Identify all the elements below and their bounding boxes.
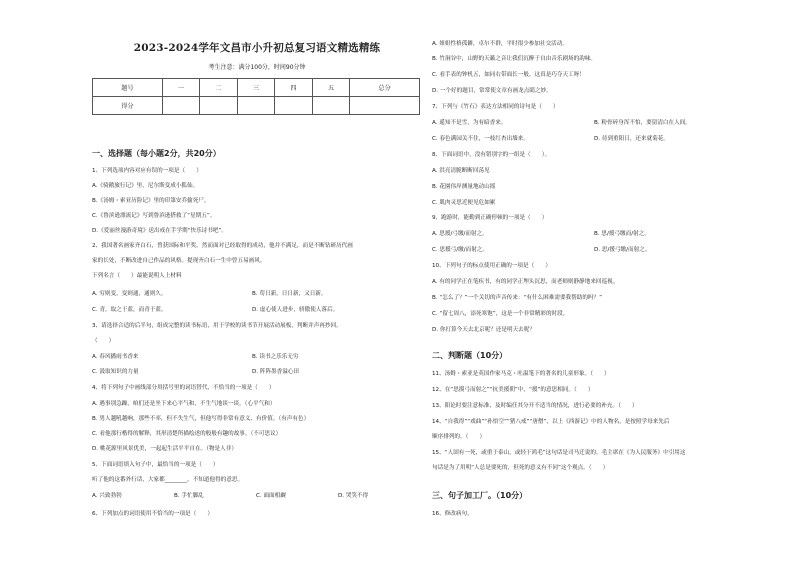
- score-input-cell[interactable]: [350, 97, 420, 115]
- option-text: A. 遇事别急躁，咱们还是坐下来心平气和，不生气地谈一谈。（心平气和）: [92, 401, 276, 407]
- option-row: [432, 246, 650, 254]
- question-text: 16、修改病句。: [432, 511, 473, 517]
- option-text: B. “怎么了？”一个关切的声音传来：“有什么困难需要我帮助的吗？”: [432, 295, 603, 301]
- option-text: A. 兴致勃勃: [92, 493, 122, 499]
- option-text: C. 面面相觑: [256, 493, 286, 499]
- option-text: B. 思/援弓缴而/射之。: [594, 231, 650, 237]
- question-text: 下列名言（ ）最能说明人上材料: [92, 273, 182, 279]
- score-cell: 五: [312, 79, 349, 97]
- question-text: 9、跑游时，能勤到正确停顿的一项是（ ）: [432, 215, 548, 221]
- option-row: [92, 290, 327, 298]
- option-text: A. 穷则变，变则通，通则久。: [92, 291, 167, 297]
- section-heading: 三、句子加工厂。（10分）: [432, 491, 528, 500]
- option-text: B. 花園伟岸测量地动山摇: [432, 184, 496, 190]
- question-text: 5、下面词语填入句子中，最恰当的一项是（ ）: [92, 462, 219, 468]
- question-text: 4、将下列句子中画线部分用括号里的词语替代，不恰当的一项是（ ）: [92, 385, 275, 391]
- option-text: D. 桃花源里风景优美，一起起生活平平自在。（物是人非）: [92, 446, 237, 452]
- option-text: C. “留七周八，添死寒饱”，这是一个非常精彩的时段。: [432, 311, 569, 317]
- option-row: [92, 368, 299, 376]
- option-text: B. 读书之乐乐无穷: [252, 354, 299, 360]
- option-text: D. 哭笑不得: [338, 493, 369, 499]
- option-row: [92, 353, 299, 361]
- option-text: C. 春色满园关不住，一枝红杏出墙来。: [432, 136, 529, 142]
- option-text: B. 男人越吼越响，那些不率，但不失生气，但他写得非常有意义、有价值。（有声有色）: [92, 416, 310, 422]
- option-text: A. 春风播雨书香来: [92, 354, 139, 360]
- option-text: A. 有的同学正在笔疾书，有的同学正埋头沉思，而老师则静静地来回巡视。: [432, 279, 619, 285]
- question-text: 7、下列与《竹石》表达方法相同的诗句是（ ）: [432, 104, 559, 110]
- option-row: [92, 306, 338, 314]
- option-text: A.《骑鹅旅行记》里，尼尔斯变成小狐仙。: [92, 183, 199, 189]
- option-row: [432, 119, 691, 127]
- option-text: C. 思援弓/缴/而射之。: [432, 247, 488, 253]
- score-input-cell[interactable]: [275, 97, 312, 115]
- question-text: 12、在“思摸弓而射之”“抗美援朝”中，“援”的意思相同。（ ）: [432, 387, 594, 393]
- score-input-cell[interactable]: [312, 97, 349, 115]
- option-text: A. 姐姐性格孤僻，卓尔不群，平时很少参加社交活动。: [432, 41, 568, 47]
- question-text: 10、下列句子的标点使用正确的一项是（ ）: [432, 263, 551, 269]
- option-text: D. 阵阵墨香溢心田: [252, 369, 300, 375]
- option-text: B.《汤姆・索亚历险记》里的印第安乔偷死尸。: [92, 198, 210, 204]
- score-table: [92, 78, 420, 115]
- option-text: B. 竹涧谷中，山野的天籁之音让我们沉醉于自由音乐剧场的韵味。: [432, 56, 597, 62]
- question-text: 1、下列选项内容对应有误的一项是（ ）: [92, 168, 202, 174]
- question-text: （ ）: [92, 338, 115, 344]
- option-text: C. 肌肉灵思近便见危如累: [432, 200, 496, 206]
- option-text: C.《鲁滨逊漂流记》写到鲁滨逊搭救了“星期五”。: [92, 213, 216, 219]
- question-text: 2、我国著名画家齐白石，曾获国际和平奖。然而面对已经取得的成功，他并不满足，而是不断钻研历代画: [92, 243, 353, 249]
- option-text: D.《爱丽丝漫游奇境》送出戒在手学期“快乐诗书吧”。: [92, 228, 227, 234]
- option-text: D. 思/援弓缴/而射之。: [594, 247, 651, 253]
- option-text: C. 青，取之于蓝，而青于蓝。: [92, 307, 167, 313]
- score-input-cell[interactable]: [200, 97, 237, 115]
- score-cell: 二: [200, 79, 237, 97]
- score-cell: 题号: [93, 79, 163, 97]
- question-text: 家的长处，不断改进自己作品的风格。提现齐白石一生中曾五易画风。: [92, 258, 266, 264]
- section-heading: 二、判断题（10分）: [432, 351, 508, 360]
- exam-title: 2023-2024学年文昌市小升初总复习语文精选精练: [133, 42, 381, 54]
- option-text: A. 洪亮清脆断断回荡见: [432, 168, 490, 174]
- question-text: 3、请选择合适的后半句，组成完整的读书标语，用于学校的读书节开展活动展板，判断并声再抄回。: [92, 323, 342, 329]
- option-text: A. 遥知不是雪，为有暗香来。: [432, 120, 507, 126]
- question-text: 15、“人固有一死，或重于泰山，或轻于鸿毛”这句话是司马迁说的。毛主席在《为人民服务》中引用这: [432, 450, 686, 456]
- question-text: 11、汤姆・索亚是英国作家马克・吐温笔下的著名的儿童形象。（ ）: [432, 371, 610, 377]
- option-text: C. 汲取知识的力量: [92, 369, 139, 375]
- score-cell: 得分: [93, 97, 163, 115]
- option-text: B. 苟日新，日日新，又日新。: [252, 291, 327, 297]
- option-text: D. 你打算今天去北京呢？还是明天去呢？: [432, 327, 535, 333]
- section-heading: 一、选择题（每小题2分，共20分）: [92, 149, 221, 158]
- score-table-score-row: [93, 97, 420, 115]
- option-text: C. 看他那行楷得的解释，其形清楚所描绘述的般般有趣的故事。（不可思议）: [92, 431, 282, 437]
- option-row: [432, 230, 650, 238]
- score-cell: 总分: [350, 79, 420, 97]
- question-text: 听了他的这番外行话，大家都________，不知道他得的意思。: [92, 477, 244, 483]
- question-text: 6、下列加点的词语使用不恰当的一项是（ ）: [92, 511, 214, 517]
- exam-notice: 考生注意：满分100分，时间90分钟: [208, 64, 306, 71]
- option-text: D. 虚心使人进步，骄傲使人落后。: [252, 307, 339, 313]
- option-text: B. 粉骨碎身浑不怕，要留清白在人间。: [594, 120, 691, 126]
- option-text: A. 思援/弓缴/而射之。: [432, 231, 488, 237]
- question-text: 13、阳论时要注意标准，及时编任其分开不适当的情况，进行必要的补充。（ ）: [432, 403, 638, 409]
- option-row: [92, 492, 368, 500]
- option-text: D. 待到重阳日，还来就菊花。: [594, 136, 669, 142]
- option-text: C. 看手表的钟机五，如同右带面长一般，这真是巧夺天工呀！: [432, 72, 585, 78]
- question-text: 句话是为了用明“人总是要死的，但死的意义有不同”这个观点。（ ）: [432, 465, 609, 471]
- score-cell: 三: [237, 79, 274, 97]
- option-text: D. 一个好的题目，常常使文章有画龙点睛之妙。: [432, 88, 552, 94]
- score-input-cell[interactable]: [162, 97, 199, 115]
- score-table-header-row: [93, 79, 420, 97]
- question-text: 14、“自我得”“戏曲”“孙悟空”“猪八戒”“唐僧”，以上《西游记》中的人物名，是按照学母来先后: [432, 419, 670, 425]
- score-cell: 四: [275, 79, 312, 97]
- option-text: B. 手忙脚乱: [174, 493, 204, 499]
- score-input-cell[interactable]: [237, 97, 274, 115]
- option-row: [432, 135, 669, 143]
- question-text: 8、下面词语中，没有错别字的一组是（ ）。: [432, 152, 551, 158]
- question-text: 顺序排列的。（ ）: [432, 434, 486, 440]
- score-cell: 一: [162, 79, 199, 97]
